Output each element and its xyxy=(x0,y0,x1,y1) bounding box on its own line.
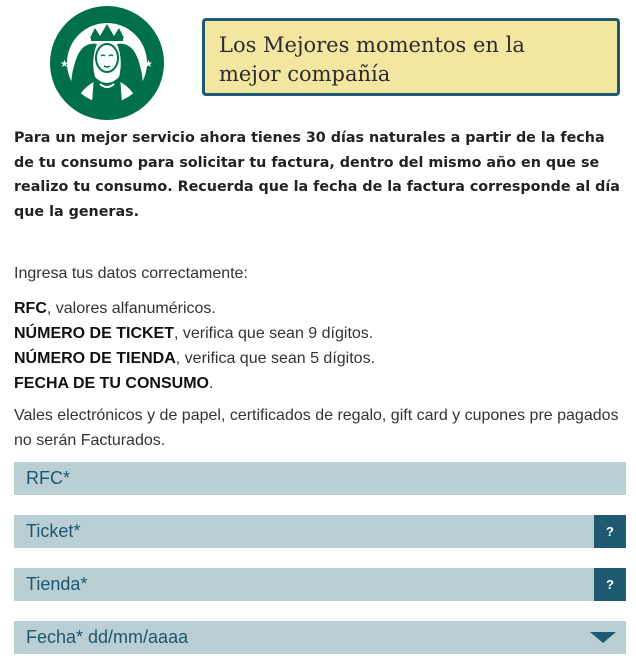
ticket-label: NÚMERO DE TICKET xyxy=(14,325,174,342)
ticket-placeholder: Ticket* xyxy=(26,521,81,541)
ticket-help-button[interactable]: ? xyxy=(594,515,626,548)
tienda-desc: , verifica que sean 5 dígitos. xyxy=(175,350,376,367)
tienda-input[interactable] xyxy=(14,568,626,601)
rfc-placeholder: RFC* xyxy=(26,468,70,488)
ticket-desc: , verifica que sean 9 dígitos. xyxy=(174,325,374,342)
svg-text:★: ★ xyxy=(144,59,153,70)
rfc-desc: , valores alfanuméricos. xyxy=(46,300,216,317)
instructions-heading: Ingresa tus datos correctamente: xyxy=(14,265,248,282)
tienda-label: NÚMERO DE TIENDA xyxy=(14,350,176,367)
instruction-ticket xyxy=(14,321,626,346)
fecha-desc: . xyxy=(208,375,214,392)
fecha-label: FECHA DE TU CONSUMO xyxy=(14,375,209,392)
slogan-line-2: mejor compañía xyxy=(219,62,391,86)
instruction-rfc xyxy=(14,296,626,321)
instruction-tienda xyxy=(14,346,626,371)
starbucks-logo xyxy=(50,6,164,120)
rfc-input[interactable] xyxy=(14,462,626,495)
tienda-help-button[interactable]: ? xyxy=(594,568,626,601)
ticket-input[interactable] xyxy=(14,515,626,548)
fecha-input[interactable] xyxy=(14,621,626,654)
intro-paragraph: Para un mejor servicio ahora tienes 30 días naturales a partir de la fecha de tu consumo para solicitar tu factura, dentro del mismo año en que se realizo tu consumo. Recuerda que la fecha de la factura corresponde al día que la generas. xyxy=(14,130,620,220)
tienda-placeholder: Tienda* xyxy=(26,574,88,594)
instruction-fecha xyxy=(14,371,626,396)
chevron-down-icon[interactable] xyxy=(590,632,616,643)
slogan-line-1: Los Mejores momentos en la xyxy=(219,33,525,57)
svg-text:★: ★ xyxy=(60,59,69,70)
rfc-label: RFC xyxy=(14,300,47,317)
exclusions-note: Vales electrónicos y de papel, certificados de regalo, gift card y cupones pre pagados no serán Facturados. xyxy=(14,407,619,449)
fecha-placeholder: Fecha* dd/mm/aaaa xyxy=(26,627,189,647)
slogan-banner xyxy=(202,18,620,96)
